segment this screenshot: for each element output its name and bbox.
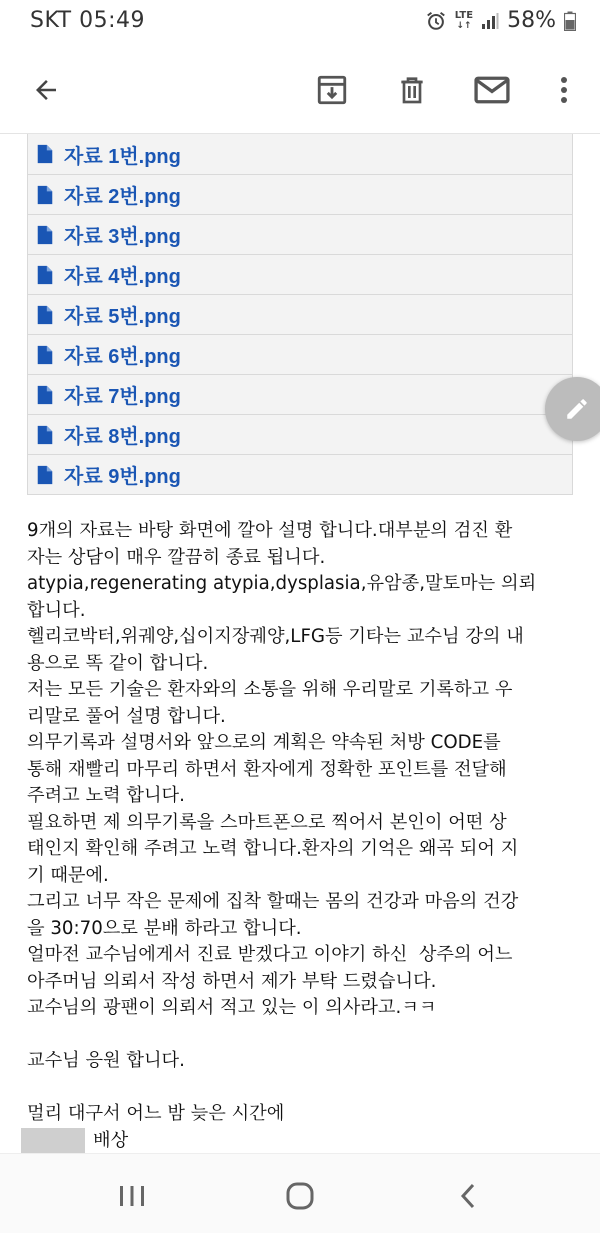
message-line: 아주머님 의뢰서 작성 하면서 제가 부탁 드렸습니다. — [27, 970, 437, 992]
file-icon — [36, 305, 54, 325]
more-vert-icon — [559, 75, 569, 105]
alarm-icon — [425, 10, 447, 32]
attachment-list — [27, 134, 573, 495]
attachment-item-5[interactable] — [28, 294, 572, 334]
file-icon — [36, 144, 54, 164]
pencil-icon — [564, 396, 590, 422]
archive-icon — [315, 73, 349, 107]
attachment-name: 자료 9번.png — [64, 466, 181, 488]
attachment-name: 자료 5번.png — [64, 306, 181, 328]
file-icon — [36, 225, 54, 245]
message-line: 저는 모든 기술은 환자와의 소통을 위해 우리말로 기록하고 우 — [27, 679, 513, 700]
attachment-item-2[interactable] — [28, 174, 572, 214]
signature: 배상 — [93, 1129, 129, 1151]
message-line: 통해 재빨리 마무리 하면서 환자에게 정확한 포인트를 전달해 — [27, 758, 507, 780]
file-icon — [36, 465, 54, 485]
attachment-item-1[interactable] — [28, 134, 572, 174]
lte-indicator: LTE ↓↑ — [454, 9, 474, 31]
attachment-item-8[interactable] — [28, 414, 572, 454]
archive-button[interactable] — [308, 66, 356, 114]
message-line: 용으로 똑 같이 합니다. — [27, 652, 209, 674]
attachment-name: 자료 3번.png — [64, 226, 181, 248]
recent-apps-button[interactable] — [108, 1176, 156, 1216]
message-line: 태인지 확인해 주려고 노력 합니다.환자의 기억은 왜곡 되어 지 — [27, 838, 519, 859]
system-nav-bar — [0, 1153, 600, 1233]
message-line: 주려고 노력 합니다. — [27, 785, 185, 806]
attachment-name: 자료 4번.png — [64, 266, 181, 288]
message-line: 교수님의 광팬이 의뢰서 적고 있는 이 의사라고.ㅋㅋ — [27, 997, 437, 1018]
signal-icon — [481, 12, 499, 30]
attachment-name: 자료 2번.png — [64, 186, 181, 208]
attachment-item-4[interactable] — [28, 254, 572, 294]
message-line: 그리고 너무 작은 문제에 집착 할때는 몸의 건강과 마음의 건강 — [27, 891, 519, 912]
file-icon — [36, 385, 54, 405]
file-icon — [36, 265, 54, 285]
more-options-button[interactable] — [540, 66, 588, 114]
message-line: 자는 상담이 매우 깔끔히 종료 됩니다. — [27, 546, 326, 568]
attachment-name: 자료 1번.png — [64, 145, 181, 168]
status-indicators — [425, 8, 576, 33]
mail-icon — [474, 75, 510, 105]
file-icon — [36, 185, 54, 205]
nav-back-button[interactable] — [444, 1176, 492, 1216]
network-label: LTE — [454, 9, 474, 21]
app-bar — [0, 44, 600, 134]
carrier-time: SKT 05:49 — [30, 8, 146, 33]
message-line: 의무기록과 설명서와 앞으로의 계획은 약속된 처방 CODE를 — [27, 732, 501, 753]
message-line: 합니다. — [27, 599, 86, 621]
delete-button[interactable] — [388, 66, 436, 114]
back-button[interactable] — [22, 66, 70, 114]
file-icon — [36, 345, 54, 365]
message-line: 을 30:70으로 분배 하라고 합니다. — [27, 917, 302, 939]
mail-button[interactable] — [468, 66, 516, 114]
home-icon — [285, 1181, 315, 1211]
attachment-name: 자료 6번.png — [64, 346, 181, 368]
message-closing: 멀리 대구서 어느 밤 늦은 시간에 — [27, 1103, 285, 1124]
edit-fab-button[interactable] — [545, 377, 600, 441]
recent-apps-icon — [118, 1184, 146, 1208]
attachment-item-9[interactable] — [28, 454, 572, 494]
message-line: 9개의 자료는 바탕 화면에 깔아 설명 합니다.대부분의 검진 환 — [27, 520, 513, 541]
message-cheer: 교수님 응원 합니다. — [27, 1050, 185, 1071]
attachment-item-7[interactable] — [28, 374, 572, 414]
message-paragraph — [27, 518, 577, 1022]
back-arrow-icon — [31, 75, 61, 105]
attachment-item-3[interactable] — [28, 214, 572, 254]
battery-percent: 58% — [507, 8, 556, 33]
file-icon — [36, 425, 54, 445]
message-line: 필요하면 제 의무기록을 스마트폰으로 찍어서 본인이 어떤 상 — [27, 811, 507, 833]
attachment-item-6[interactable] — [28, 334, 572, 374]
delete-icon — [396, 74, 428, 106]
home-button[interactable] — [276, 1176, 324, 1216]
battery-icon — [564, 11, 576, 31]
message-line: 헬리코박터,위궤양,십이지장궤양,LFG등 기타는 교수님 강의 내 — [27, 626, 524, 647]
message-line: 리말로 풀어 설명 합니다. — [27, 705, 226, 727]
message-line: atypia,regenerating atypia,dysplasia,유암종,말토마는 의뢰 — [27, 573, 537, 594]
message-body — [27, 518, 577, 1154]
message-line: 기 때문에. — [27, 864, 109, 886]
signature-row — [27, 1128, 577, 1155]
attachment-name: 자료 7번.png — [64, 386, 181, 408]
message-line: 얼마전 교수님에게서 진료 받겠다고 이야기 하신 상주의 어느 — [27, 944, 513, 965]
attachment-name: 자료 8번.png — [64, 426, 181, 448]
redacted-name — [21, 1128, 85, 1154]
status-bar — [0, 0, 600, 44]
nav-back-icon — [458, 1182, 478, 1210]
